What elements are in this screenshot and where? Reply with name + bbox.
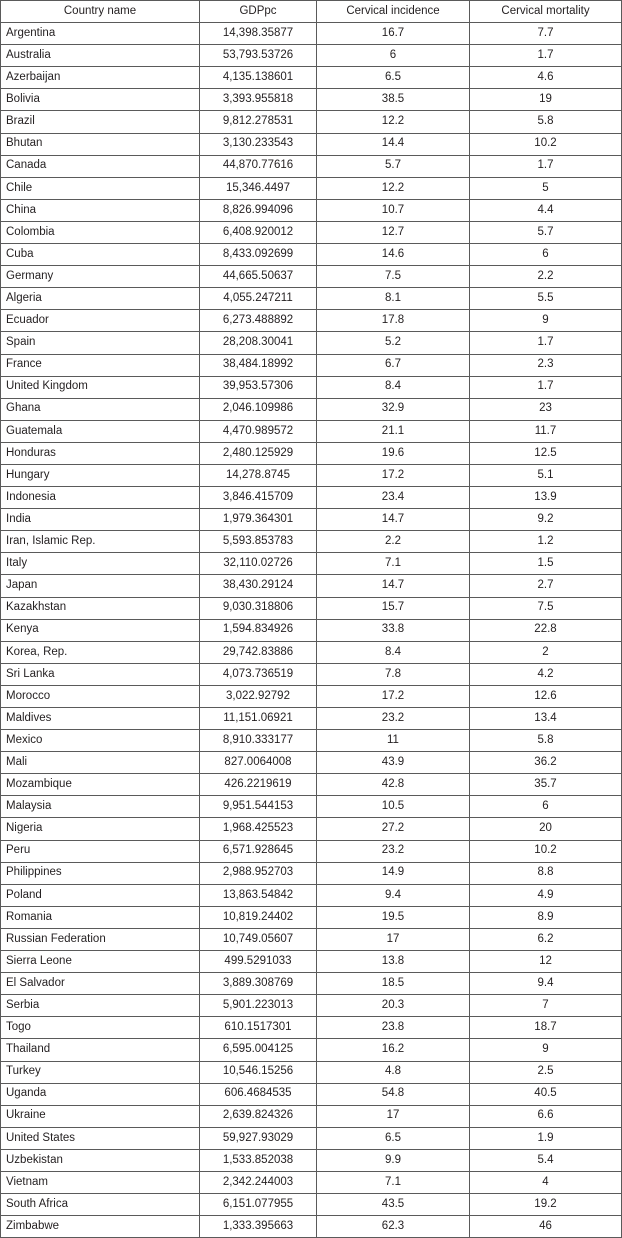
cervical-mortality-cell: 5.1 <box>470 464 622 486</box>
table-row <box>1 111 622 133</box>
cervical-mortality-cell: 4.6 <box>470 67 622 89</box>
country-name-cell: Peru <box>1 840 200 862</box>
table-body <box>1 23 622 1238</box>
country-name-cell: Ecuador <box>1 310 200 332</box>
cervical-incidence-cell: 7.5 <box>317 266 470 288</box>
table-row <box>1 951 622 973</box>
gdppc-cell: 2,342.244003 <box>200 1171 317 1193</box>
table-row <box>1 730 622 752</box>
cervical-mortality-cell: 1.9 <box>470 1127 622 1149</box>
country-name-cell: Australia <box>1 45 200 67</box>
country-name-cell: Cuba <box>1 244 200 266</box>
country-name-cell: Kazakhstan <box>1 597 200 619</box>
cervical-incidence-cell: 9.4 <box>317 884 470 906</box>
country-name-cell: South Africa <box>1 1194 200 1216</box>
country-name-cell: Japan <box>1 575 200 597</box>
cervical-incidence-cell: 17.2 <box>317 464 470 486</box>
gdppc-cell: 1,533.852038 <box>200 1149 317 1171</box>
cervical-mortality-cell: 7.7 <box>470 23 622 45</box>
cervical-mortality-cell: 2.5 <box>470 1061 622 1083</box>
gdppc-cell: 3,130.233543 <box>200 133 317 155</box>
table-row <box>1 45 622 67</box>
cervical-incidence-cell: 6.5 <box>317 67 470 89</box>
cervical-mortality-cell: 12 <box>470 951 622 973</box>
table-row <box>1 1039 622 1061</box>
gdppc-cell: 8,433.092699 <box>200 244 317 266</box>
table-row <box>1 597 622 619</box>
table-row <box>1 23 622 45</box>
country-name-cell: Colombia <box>1 221 200 243</box>
cervical-mortality-cell: 9.2 <box>470 509 622 531</box>
cervical-mortality-cell: 4 <box>470 1171 622 1193</box>
country-name-cell: Zimbabwe <box>1 1216 200 1238</box>
cervical-incidence-cell: 8.4 <box>317 376 470 398</box>
table-row <box>1 575 622 597</box>
header-cervical-incidence: Cervical incidence <box>317 1 470 23</box>
country-name-cell: Sierra Leone <box>1 951 200 973</box>
cervical-mortality-cell: 8.9 <box>470 906 622 928</box>
gdppc-cell: 499.5291033 <box>200 951 317 973</box>
table-row <box>1 884 622 906</box>
table-row <box>1 840 622 862</box>
gdppc-cell: 38,484.18992 <box>200 354 317 376</box>
cervical-mortality-cell: 5.5 <box>470 288 622 310</box>
cervical-mortality-cell: 1.7 <box>470 155 622 177</box>
table-row <box>1 442 622 464</box>
gdppc-cell: 8,910.333177 <box>200 730 317 752</box>
table-row <box>1 244 622 266</box>
cervical-incidence-cell: 14.6 <box>317 244 470 266</box>
cervical-mortality-cell: 1.7 <box>470 332 622 354</box>
gdppc-cell: 13,863.54842 <box>200 884 317 906</box>
cervical-mortality-cell: 36.2 <box>470 752 622 774</box>
cervical-incidence-cell: 5.2 <box>317 332 470 354</box>
cervical-mortality-cell: 6.2 <box>470 928 622 950</box>
gdppc-cell: 6,408.920012 <box>200 221 317 243</box>
country-name-cell: Indonesia <box>1 487 200 509</box>
gdppc-cell: 2,988.952703 <box>200 862 317 884</box>
table-row <box>1 928 622 950</box>
cervical-mortality-cell: 9.4 <box>470 973 622 995</box>
table-row <box>1 354 622 376</box>
cervical-incidence-cell: 6.5 <box>317 1127 470 1149</box>
gdppc-cell: 426.2219619 <box>200 774 317 796</box>
cervical-incidence-cell: 23.4 <box>317 487 470 509</box>
country-name-cell: Italy <box>1 553 200 575</box>
cervical-incidence-cell: 62.3 <box>317 1216 470 1238</box>
cervical-mortality-cell: 4.4 <box>470 199 622 221</box>
cervical-mortality-cell: 10.2 <box>470 133 622 155</box>
cervical-incidence-cell: 7.1 <box>317 553 470 575</box>
gdppc-cell: 1,979.364301 <box>200 509 317 531</box>
country-name-cell: Poland <box>1 884 200 906</box>
cervical-mortality-cell: 1.5 <box>470 553 622 575</box>
country-name-cell: Bolivia <box>1 89 200 111</box>
gdppc-cell: 3,889.308769 <box>200 973 317 995</box>
cervical-incidence-cell: 15.7 <box>317 597 470 619</box>
gdppc-cell: 3,846.415709 <box>200 487 317 509</box>
gdppc-cell: 3,022.92792 <box>200 685 317 707</box>
country-name-cell: Nigeria <box>1 818 200 840</box>
gdppc-cell: 32,110.02726 <box>200 553 317 575</box>
country-name-cell: Maldives <box>1 708 200 730</box>
country-name-cell: Togo <box>1 1017 200 1039</box>
gdppc-cell: 6,273.488892 <box>200 310 317 332</box>
table-row <box>1 774 622 796</box>
cervical-incidence-cell: 33.8 <box>317 619 470 641</box>
cervical-mortality-cell: 2.7 <box>470 575 622 597</box>
cervical-incidence-cell: 42.8 <box>317 774 470 796</box>
cervical-mortality-cell: 12.5 <box>470 442 622 464</box>
gdppc-cell: 14,278.8745 <box>200 464 317 486</box>
cervical-incidence-cell: 54.8 <box>317 1083 470 1105</box>
country-name-cell: Serbia <box>1 995 200 1017</box>
country-name-cell: Mexico <box>1 730 200 752</box>
cervical-incidence-cell: 11 <box>317 730 470 752</box>
gdppc-cell: 1,594.834926 <box>200 619 317 641</box>
table-row <box>1 398 622 420</box>
cervical-incidence-cell: 2.2 <box>317 531 470 553</box>
cervical-incidence-cell: 16.2 <box>317 1039 470 1061</box>
table-row <box>1 553 622 575</box>
table-row <box>1 862 622 884</box>
country-name-cell: Chile <box>1 177 200 199</box>
cervical-mortality-cell: 46 <box>470 1216 622 1238</box>
gdppc-cell: 11,151.06921 <box>200 708 317 730</box>
table-row <box>1 487 622 509</box>
table-row <box>1 1017 622 1039</box>
cervical-mortality-cell: 19.2 <box>470 1194 622 1216</box>
gdppc-cell: 5,593.853783 <box>200 531 317 553</box>
table-row <box>1 1171 622 1193</box>
gdppc-cell: 1,968.425523 <box>200 818 317 840</box>
gdppc-cell: 10,819.24402 <box>200 906 317 928</box>
cervical-mortality-cell: 9 <box>470 310 622 332</box>
cervical-incidence-cell: 7.8 <box>317 663 470 685</box>
cervical-incidence-cell: 12.2 <box>317 177 470 199</box>
cervical-incidence-cell: 23.2 <box>317 708 470 730</box>
cervical-incidence-cell: 43.9 <box>317 752 470 774</box>
table-row <box>1 663 622 685</box>
header-country-name: Country name <box>1 1 200 23</box>
cervical-mortality-cell: 40.5 <box>470 1083 622 1105</box>
table-row <box>1 1061 622 1083</box>
cervical-mortality-cell: 1.7 <box>470 45 622 67</box>
cervical-mortality-cell: 13.9 <box>470 487 622 509</box>
gdppc-cell: 6,595.004125 <box>200 1039 317 1061</box>
gdppc-cell: 44,870.77616 <box>200 155 317 177</box>
cervical-mortality-cell: 2.3 <box>470 354 622 376</box>
table-row <box>1 177 622 199</box>
table-row <box>1 1127 622 1149</box>
table-row <box>1 752 622 774</box>
cervical-incidence-cell: 19.6 <box>317 442 470 464</box>
gdppc-cell: 9,812.278531 <box>200 111 317 133</box>
cervical-mortality-cell: 19 <box>470 89 622 111</box>
table-row <box>1 509 622 531</box>
cervical-incidence-cell: 18.5 <box>317 973 470 995</box>
country-name-cell: Mozambique <box>1 774 200 796</box>
cervical-incidence-cell: 9.9 <box>317 1149 470 1171</box>
table-row <box>1 221 622 243</box>
gdppc-cell: 2,046.109986 <box>200 398 317 420</box>
cervical-incidence-cell: 10.7 <box>317 199 470 221</box>
table-row <box>1 133 622 155</box>
gdppc-cell: 6,571.928645 <box>200 840 317 862</box>
cervical-mortality-cell: 20 <box>470 818 622 840</box>
table-row <box>1 1083 622 1105</box>
cervical-mortality-cell: 35.7 <box>470 774 622 796</box>
cervical-mortality-cell: 2.2 <box>470 266 622 288</box>
gdppc-cell: 4,073.736519 <box>200 663 317 685</box>
cervical-mortality-cell: 22.8 <box>470 619 622 641</box>
cervical-mortality-cell: 23 <box>470 398 622 420</box>
gdppc-cell: 4,135.138601 <box>200 67 317 89</box>
gdppc-cell: 4,470.989572 <box>200 420 317 442</box>
cervical-incidence-cell: 14.9 <box>317 862 470 884</box>
country-name-cell: United Kingdom <box>1 376 200 398</box>
gdppc-cell: 38,430.29124 <box>200 575 317 597</box>
cervical-incidence-cell: 32.9 <box>317 398 470 420</box>
table-row <box>1 619 622 641</box>
cervical-mortality-cell: 5.8 <box>470 730 622 752</box>
cervical-incidence-cell: 12.7 <box>317 221 470 243</box>
country-name-cell: Romania <box>1 906 200 928</box>
country-name-cell: Brazil <box>1 111 200 133</box>
gdppc-cell: 2,639.824326 <box>200 1105 317 1127</box>
gdppc-cell: 59,927.93029 <box>200 1127 317 1149</box>
table-row <box>1 464 622 486</box>
country-name-cell: Germany <box>1 266 200 288</box>
country-name-cell: Iran, Islamic Rep. <box>1 531 200 553</box>
cervical-incidence-cell: 17.2 <box>317 685 470 707</box>
table-row <box>1 1105 622 1127</box>
cervical-incidence-cell: 21.1 <box>317 420 470 442</box>
table-row <box>1 796 622 818</box>
cervical-mortality-cell: 5 <box>470 177 622 199</box>
cervical-incidence-cell: 23.2 <box>317 840 470 862</box>
table-row <box>1 376 622 398</box>
table-row <box>1 1216 622 1238</box>
table-row <box>1 310 622 332</box>
table-row <box>1 995 622 1017</box>
table-row <box>1 708 622 730</box>
country-name-cell: Mali <box>1 752 200 774</box>
cervical-mortality-cell: 5.8 <box>470 111 622 133</box>
gdppc-cell: 14,398.35877 <box>200 23 317 45</box>
cervical-mortality-cell: 2 <box>470 641 622 663</box>
cervical-mortality-cell: 5.4 <box>470 1149 622 1171</box>
table-row <box>1 641 622 663</box>
gdppc-cell: 9,030.318806 <box>200 597 317 619</box>
cervical-mortality-cell: 4.2 <box>470 663 622 685</box>
table-row <box>1 1194 622 1216</box>
cervical-mortality-cell: 18.7 <box>470 1017 622 1039</box>
gdppc-cell: 28,208.30041 <box>200 332 317 354</box>
gdppc-cell: 3,393.955818 <box>200 89 317 111</box>
cervical-mortality-cell: 9 <box>470 1039 622 1061</box>
country-name-cell: Bhutan <box>1 133 200 155</box>
table-row <box>1 420 622 442</box>
country-name-cell: Ghana <box>1 398 200 420</box>
country-name-cell: Korea, Rep. <box>1 641 200 663</box>
header-row <box>1 1 622 23</box>
country-name-cell: Uganda <box>1 1083 200 1105</box>
cervical-mortality-cell: 12.6 <box>470 685 622 707</box>
header-cervical-mortality: Cervical mortality <box>470 1 622 23</box>
country-name-cell: El Salvador <box>1 973 200 995</box>
cervical-mortality-cell: 11.7 <box>470 420 622 442</box>
country-name-cell: Guatemala <box>1 420 200 442</box>
country-name-cell: Morocco <box>1 685 200 707</box>
country-name-cell: Uzbekistan <box>1 1149 200 1171</box>
country-name-cell: Hungary <box>1 464 200 486</box>
cervical-mortality-cell: 5.7 <box>470 221 622 243</box>
country-name-cell: Kenya <box>1 619 200 641</box>
table-row <box>1 332 622 354</box>
country-name-cell: Thailand <box>1 1039 200 1061</box>
cervical-incidence-cell: 20.3 <box>317 995 470 1017</box>
cervical-incidence-cell: 4.8 <box>317 1061 470 1083</box>
cervical-mortality-cell: 10.2 <box>470 840 622 862</box>
table-row <box>1 89 622 111</box>
gdppc-cell: 15,346.4497 <box>200 177 317 199</box>
cervical-mortality-cell: 6 <box>470 796 622 818</box>
table-row <box>1 531 622 553</box>
country-name-cell: India <box>1 509 200 531</box>
table-row <box>1 818 622 840</box>
table-header <box>1 1 622 23</box>
cervical-incidence-cell: 12.2 <box>317 111 470 133</box>
gdppc-cell: 1,333.395663 <box>200 1216 317 1238</box>
cervical-mortality-cell: 13.4 <box>470 708 622 730</box>
cervical-mortality-cell: 7.5 <box>470 597 622 619</box>
cervical-mortality-cell: 1.2 <box>470 531 622 553</box>
gdppc-cell: 5,901.223013 <box>200 995 317 1017</box>
gdppc-cell: 610.1517301 <box>200 1017 317 1039</box>
gdppc-cell: 9,951.544153 <box>200 796 317 818</box>
gdppc-cell: 8,826.994096 <box>200 199 317 221</box>
table-row <box>1 1149 622 1171</box>
country-name-cell: Philippines <box>1 862 200 884</box>
gdppc-cell: 10,546.15256 <box>200 1061 317 1083</box>
cervical-mortality-cell: 6.6 <box>470 1105 622 1127</box>
cervical-incidence-cell: 17 <box>317 1105 470 1127</box>
cervical-incidence-cell: 8.1 <box>317 288 470 310</box>
gdppc-cell: 6,151.077955 <box>200 1194 317 1216</box>
cervical-incidence-cell: 13.8 <box>317 951 470 973</box>
cervical-incidence-cell: 14.4 <box>317 133 470 155</box>
cervical-mortality-cell: 4.9 <box>470 884 622 906</box>
country-name-cell: China <box>1 199 200 221</box>
gdppc-cell: 39,953.57306 <box>200 376 317 398</box>
country-name-cell: Russian Federation <box>1 928 200 950</box>
cervical-incidence-cell: 23.8 <box>317 1017 470 1039</box>
cervical-incidence-cell: 14.7 <box>317 575 470 597</box>
cervical-incidence-cell: 38.5 <box>317 89 470 111</box>
gdppc-cell: 606.4684535 <box>200 1083 317 1105</box>
country-name-cell: Ukraine <box>1 1105 200 1127</box>
cervical-incidence-cell: 17 <box>317 928 470 950</box>
country-name-cell: Turkey <box>1 1061 200 1083</box>
cervical-incidence-cell: 10.5 <box>317 796 470 818</box>
country-name-cell: Spain <box>1 332 200 354</box>
cervical-incidence-cell: 27.2 <box>317 818 470 840</box>
table-row <box>1 288 622 310</box>
table-row <box>1 266 622 288</box>
cervical-incidence-cell: 8.4 <box>317 641 470 663</box>
cervical-incidence-cell: 43.5 <box>317 1194 470 1216</box>
country-name-cell: Sri Lanka <box>1 663 200 685</box>
cervical-incidence-cell: 5.7 <box>317 155 470 177</box>
gdppc-cell: 29,742.83886 <box>200 641 317 663</box>
gdppc-cell: 10,749.05607 <box>200 928 317 950</box>
country-name-cell: Azerbaijan <box>1 67 200 89</box>
header-gdppc: GDPpc <box>200 1 317 23</box>
country-name-cell: Argentina <box>1 23 200 45</box>
cervical-incidence-cell: 6.7 <box>317 354 470 376</box>
table-row <box>1 685 622 707</box>
gdppc-cell: 4,055.247211 <box>200 288 317 310</box>
cervical-mortality-cell: 6 <box>470 244 622 266</box>
cervical-mortality-cell: 7 <box>470 995 622 1017</box>
cervical-incidence-cell: 19.5 <box>317 906 470 928</box>
cervical-incidence-cell: 17.8 <box>317 310 470 332</box>
country-name-cell: France <box>1 354 200 376</box>
country-name-cell: Honduras <box>1 442 200 464</box>
gdppc-cell: 2,480.125929 <box>200 442 317 464</box>
table-row <box>1 906 622 928</box>
cervical-incidence-cell: 7.1 <box>317 1171 470 1193</box>
gdppc-cell: 44,665.50637 <box>200 266 317 288</box>
country-name-cell: Malaysia <box>1 796 200 818</box>
table-row <box>1 973 622 995</box>
table-row <box>1 155 622 177</box>
gdppc-cell: 827.0064008 <box>200 752 317 774</box>
table-row <box>1 199 622 221</box>
cervical-mortality-cell: 1.7 <box>470 376 622 398</box>
cervical-incidence-cell: 6 <box>317 45 470 67</box>
cervical-incidence-cell: 16.7 <box>317 23 470 45</box>
country-name-cell: Canada <box>1 155 200 177</box>
gdppc-cell: 53,793.53726 <box>200 45 317 67</box>
cervical-mortality-cell: 8.8 <box>470 862 622 884</box>
country-name-cell: Vietnam <box>1 1171 200 1193</box>
cervical-incidence-cell: 14.7 <box>317 509 470 531</box>
country-name-cell: Algeria <box>1 288 200 310</box>
table-row <box>1 67 622 89</box>
country-name-cell: United States <box>1 1127 200 1149</box>
